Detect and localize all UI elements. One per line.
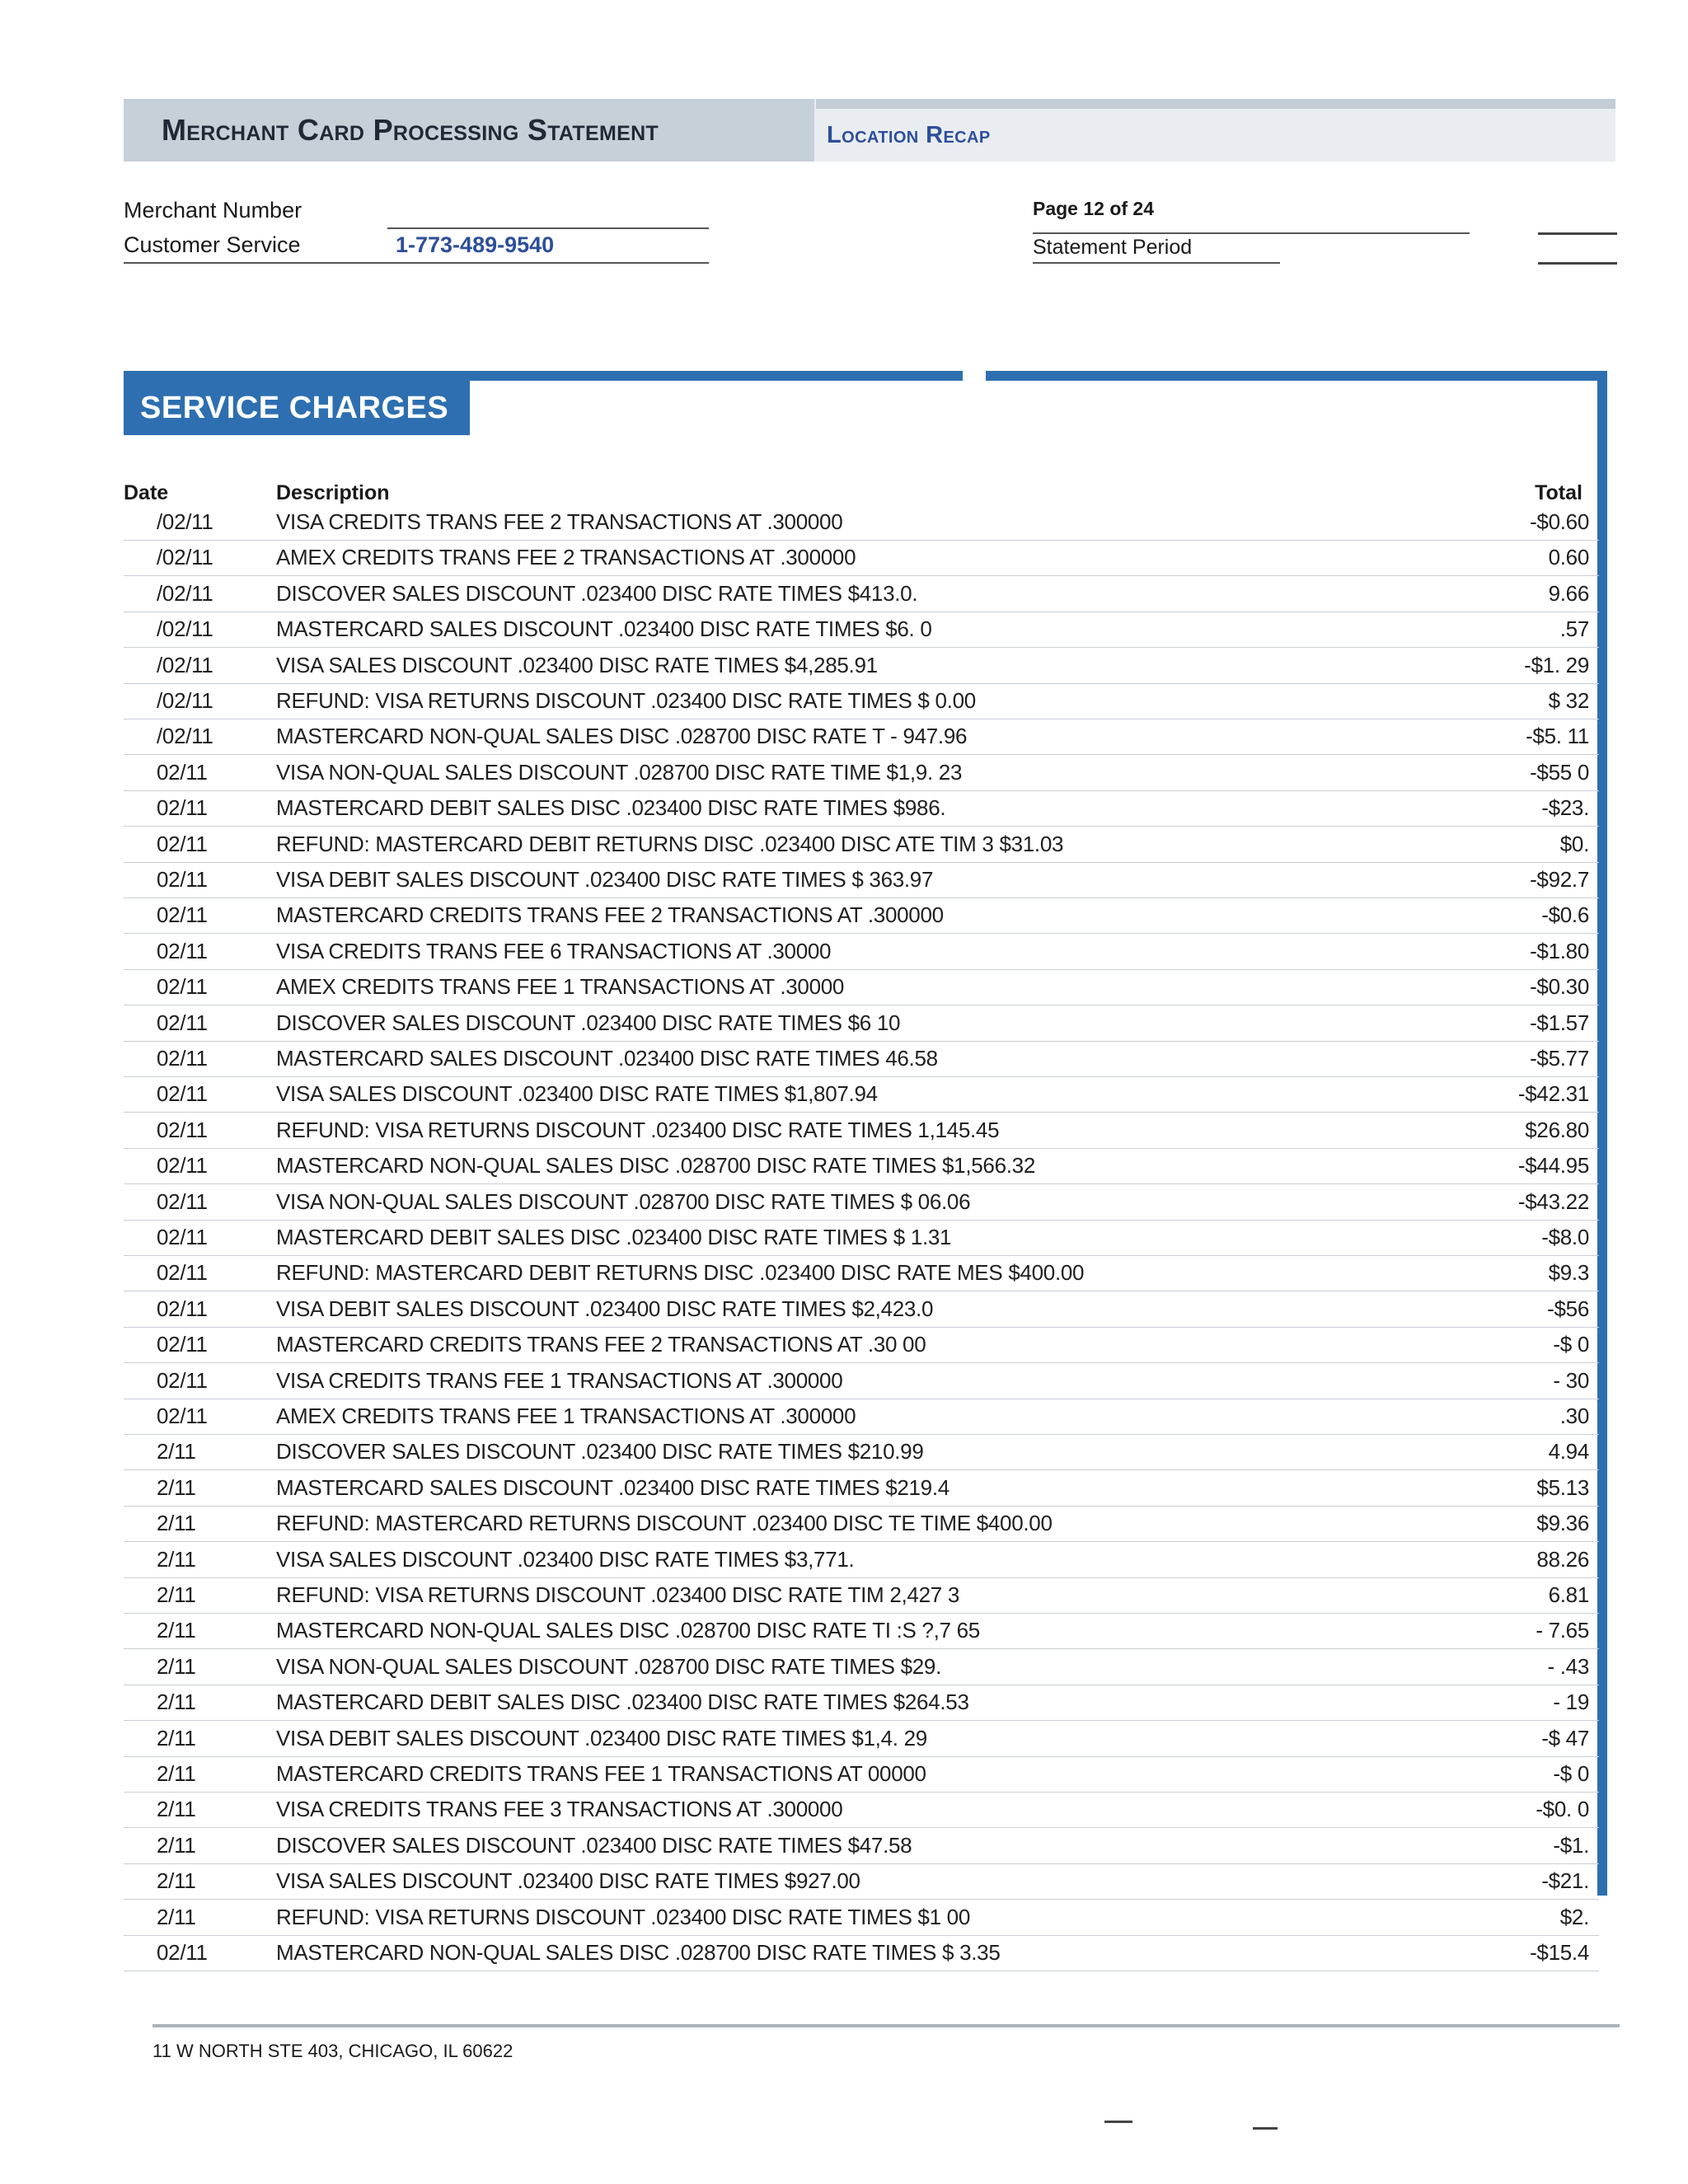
row-date: 02/11 (157, 1117, 208, 1142)
row-description: REFUND: VISA RETURNS DISCOUNT .023400 DISC RATE TIMES $ 0.00 (276, 688, 976, 713)
row-date: 2/11 (157, 1868, 196, 1894)
row-date: /02/11 (157, 545, 213, 570)
row-total: - 7.65 (1536, 1618, 1589, 1643)
row-date: 2/11 (157, 1474, 196, 1500)
row-total: $9.3 (1548, 1260, 1589, 1286)
row-description: VISA SALES DISCOUNT .023400 DISC RATE TIMES $1,807.94 (276, 1081, 878, 1107)
row-date: /02/11 (157, 652, 213, 677)
row-date: 02/11 (157, 1010, 208, 1035)
table-row (124, 1076, 1599, 1113)
row-total: -$0.60 (1530, 509, 1589, 534)
row-description: REFUND: MASTERCARD RETURNS DISCOUNT .023400 DISC TE TIME $400.00 (276, 1511, 1053, 1536)
row-total: -$1. 29 (1524, 652, 1589, 677)
row-date: 02/11 (157, 795, 208, 821)
customer-service-label: Customer Service (124, 232, 301, 257)
table-row (124, 1900, 1599, 1936)
row-description: MASTERCARD CREDITS TRANS FEE 2 TRANSACTIONS AT .30 00 (276, 1332, 926, 1357)
row-date: 2/11 (157, 1690, 196, 1715)
row-date: 02/11 (157, 1367, 208, 1393)
row-description: MASTERCARD NON-QUAL SALES DISC .028700 DISC RATE T - 947.96 (276, 724, 968, 749)
edge-mark (1538, 232, 1617, 235)
row-total: -$42.31 (1517, 1081, 1589, 1107)
row-total: -$44.95 (1517, 1153, 1589, 1179)
row-total: -$ 0 (1553, 1761, 1589, 1786)
row-date: 02/11 (157, 1940, 208, 1965)
table-row (124, 1363, 1599, 1399)
row-description: VISA SALES DISCOUNT .023400 DISC RATE TIMES $3,771. (276, 1546, 855, 1572)
row-date: /02/11 (157, 724, 213, 749)
row-date: 2/11 (157, 1546, 196, 1572)
row-date: 02/11 (157, 759, 208, 785)
table-row (124, 1255, 1599, 1291)
row-date: 02/11 (157, 1260, 208, 1286)
row-total: - 19 (1553, 1690, 1589, 1715)
table-row (124, 1434, 1599, 1470)
row-description: MASTERCARD SALES DISCOUNT .023400 DISC RATE TIMES 46.58 (276, 1046, 938, 1071)
customer-service-phone: 1-773-489-9540 (396, 232, 555, 257)
row-date: 02/11 (157, 1296, 208, 1321)
row-total: $5.13 (1536, 1474, 1589, 1500)
table-row (124, 1935, 1599, 1971)
table-row (124, 1005, 1599, 1042)
customer-service-underline (124, 262, 709, 264)
row-total: 6.81 (1548, 1582, 1589, 1607)
row-date: /02/11 (157, 616, 213, 642)
section-frame-top (124, 371, 1607, 381)
row-date: 02/11 (157, 974, 208, 1000)
row-description: VISA CREDITS TRANS FEE 3 TRANSACTIONS AT .300000 (276, 1797, 843, 1822)
row-date: 02/11 (157, 902, 208, 928)
merchant-address: 11 W NORTH STE 403, CHICAGO, IL 60622 (152, 2041, 513, 2061)
row-date: 02/11 (157, 1153, 208, 1179)
row-description: VISA CREDITS TRANS FEE 2 TRANSACTIONS AT .300000 (276, 509, 843, 534)
row-description: AMEX CREDITS TRANS FEE 1 TRANSACTIONS AT .30000 (276, 974, 845, 1000)
row-description: VISA DEBIT SALES DISCOUNT .023400 DISC RATE TIMES $2,423.0 (276, 1296, 934, 1321)
row-description: DISCOVER SALES DISCOUNT .023400 DISC RATE TIMES $210.99 (276, 1439, 924, 1465)
row-date: 2/11 (157, 1904, 196, 1929)
table-row (124, 1649, 1599, 1685)
header-top-rule (816, 99, 1615, 109)
row-total: .30 (1559, 1404, 1589, 1428)
table-row (124, 1470, 1599, 1507)
table-row (124, 1184, 1599, 1221)
row-description: VISA NON-QUAL SALES DISCOUNT .028700 DISC RATE TIMES $29. (276, 1653, 942, 1679)
page-underline (1033, 232, 1470, 234)
table-row (124, 934, 1599, 970)
table-row (124, 1220, 1599, 1256)
row-total: -$0. 0 (1536, 1797, 1589, 1822)
row-description: AMEX CREDITS TRANS FEE 2 TRANSACTIONS AT .300000 (276, 545, 856, 570)
row-description: MASTERCARD DEBIT SALES DISC .023400 DISC RATE TIMES $264.53 (276, 1690, 969, 1715)
row-description: DISCOVER SALES DISCOUNT .023400 DISC RATE TIMES $413.0. (276, 580, 918, 606)
row-date: 02/11 (157, 1188, 208, 1214)
table-row (124, 648, 1599, 684)
row-description: REFUND: VISA RETURNS DISCOUNT .023400 DISC RATE TIMES 1,145.45 (276, 1117, 1000, 1142)
page-number: Page 12 of 24 (1033, 198, 1155, 219)
table-row (124, 1577, 1599, 1614)
row-description: REFUND: VISA RETURNS DISCOUNT .023400 DISC RATE TIMES $1 00 (276, 1904, 970, 1929)
row-total: -$43.22 (1517, 1188, 1589, 1214)
table-row (124, 1506, 1599, 1542)
row-total: -$21. (1541, 1868, 1589, 1894)
row-total: 4.94 (1548, 1439, 1589, 1465)
table-row (124, 862, 1599, 898)
table-row (124, 576, 1599, 612)
statement-period-underline (1033, 262, 1280, 264)
row-description: VISA NON-QUAL SALES DISCOUNT .028700 DISC RATE TIME $1,9. 23 (276, 759, 963, 785)
row-date: 2/11 (157, 1439, 196, 1465)
row-description: MASTERCARD CREDITS TRANS FEE 2 TRANSACTIONS AT .300000 (276, 902, 944, 928)
row-date: 2/11 (157, 1653, 196, 1679)
row-total: $9.36 (1536, 1511, 1589, 1536)
row-total: .57 (1559, 616, 1589, 642)
column-header-description: Description (276, 481, 390, 504)
row-total: -$0.6 (1541, 902, 1589, 928)
table-row (124, 1721, 1599, 1757)
row-total: - .43 (1547, 1653, 1589, 1679)
row-total: -$8.0 (1541, 1225, 1589, 1249)
row-date: 02/11 (157, 867, 208, 892)
row-date: 2/11 (157, 1832, 196, 1858)
row-total: -$23. (1541, 795, 1589, 821)
row-description: MASTERCARD CREDITS TRANS FEE 1 TRANSACTIONS AT 00000 (276, 1761, 926, 1786)
row-description: DISCOVER SALES DISCOUNT .023400 DISC RATE TIMES $47.58 (276, 1832, 912, 1858)
row-description: MASTERCARD NON-QUAL SALES DISC .028700 DISC RATE TI :S ?,7 65 (276, 1618, 980, 1643)
table-row (124, 504, 1599, 541)
row-description: VISA SALES DISCOUNT .023400 DISC RATE TIMES $4,285.91 (276, 652, 878, 677)
row-total: -$15.4 (1530, 1940, 1589, 1965)
row-total: 0.60 (1548, 545, 1589, 570)
row-total: -$ 0 (1553, 1332, 1589, 1357)
table-row (124, 719, 1599, 755)
row-total: -$5. 11 (1526, 724, 1589, 749)
row-description: VISA CREDITS TRANS FEE 1 TRANSACTIONS AT .300000 (276, 1367, 843, 1393)
row-description: MASTERCARD SALES DISCOUNT .023400 DISC RATE TIMES $6. 0 (276, 616, 932, 642)
row-date: 2/11 (157, 1725, 196, 1750)
row-total: -$55 0 (1530, 759, 1589, 785)
table-row (124, 827, 1599, 863)
edge-mark (1104, 2121, 1132, 2123)
statement-title: Merchant Card Processing Statement (162, 113, 659, 147)
row-total: -$1. (1553, 1832, 1589, 1858)
edge-mark (1253, 2127, 1278, 2130)
row-total: $26.80 (1525, 1117, 1589, 1142)
row-description: REFUND: MASTERCARD DEBIT RETURNS DISC .023400 DISC RATE MES $400.00 (276, 1260, 1085, 1286)
service-charges-title: SERVICE CHARGES (140, 390, 449, 425)
row-description: VISA NON-QUAL SALES DISCOUNT .028700 DISC RATE TIMES $ 06.06 (276, 1188, 971, 1214)
row-description: DISCOVER SALES DISCOUNT .023400 DISC RATE TIMES $6 10 (276, 1010, 901, 1035)
row-description: VISA DEBIT SALES DISCOUNT .023400 DISC RATE TIMES $1,4. 29 (276, 1725, 927, 1750)
service-charges-header (124, 381, 470, 435)
row-total: - 30 (1553, 1367, 1589, 1393)
table-row (124, 1542, 1599, 1578)
row-date: 2/11 (157, 1761, 196, 1786)
frame-gap (963, 368, 986, 384)
table-row (124, 1291, 1599, 1328)
table-row (124, 1828, 1599, 1864)
statement-period-label: Statement Period (1033, 236, 1193, 259)
row-total: $0. (1559, 831, 1589, 856)
row-date: 02/11 (157, 1081, 208, 1107)
row-date: /02/11 (157, 509, 213, 534)
table-row (124, 969, 1599, 1005)
row-description: VISA DEBIT SALES DISCOUNT .023400 DISC RATE TIMES $ 363.97 (276, 867, 934, 892)
table-row (124, 1399, 1599, 1435)
row-description: REFUND: VISA RETURNS DISCOUNT .023400 DISC RATE TIM 2,427 3 (276, 1582, 959, 1607)
table-row (124, 1041, 1599, 1077)
row-date: 02/11 (157, 831, 208, 856)
table-row (124, 1327, 1599, 1363)
row-date: 02/11 (157, 1332, 208, 1357)
row-date: 2/11 (157, 1511, 196, 1536)
row-date: 02/11 (157, 1046, 208, 1071)
row-total: -$56 (1547, 1296, 1589, 1321)
table-row (124, 1613, 1599, 1649)
table-row (124, 898, 1599, 934)
location-recap-label: Location Recap (827, 122, 991, 148)
row-description: MASTERCARD NON-QUAL SALES DISC .028700 DISC RATE TIMES $ 3.35 (276, 1940, 1001, 1965)
row-total: -$1.57 (1530, 1010, 1589, 1035)
table-row (124, 755, 1599, 791)
row-description: REFUND: MASTERCARD DEBIT RETURNS DISC .023400 DISC ATE TIM 3 $31.03 (276, 831, 1064, 856)
table-row (124, 1685, 1599, 1721)
row-description: AMEX CREDITS TRANS FEE 1 TRANSACTIONS AT .300000 (276, 1404, 856, 1428)
table-row (124, 683, 1599, 719)
merchant-number-underline (387, 227, 709, 229)
table-row (124, 1863, 1599, 1900)
row-description: VISA CREDITS TRANS FEE 6 TRANSACTIONS AT .30000 (276, 938, 832, 963)
row-date: /02/11 (157, 580, 213, 606)
row-description: MASTERCARD NON-QUAL SALES DISC .028700 DISC RATE TIMES $1,566.32 (276, 1153, 1035, 1179)
table-row (124, 540, 1599, 576)
row-date: 02/11 (157, 1225, 208, 1249)
merchant-number-label: Merchant Number (124, 198, 302, 223)
table-row (124, 790, 1599, 827)
table-row (124, 1113, 1599, 1149)
row-total: -$1.80 (1530, 938, 1589, 963)
row-description: MASTERCARD SALES DISCOUNT .023400 DISC RATE TIMES $219.4 (276, 1474, 950, 1500)
row-total: -$ 47 (1541, 1725, 1589, 1750)
row-total: -$0.30 (1530, 974, 1589, 1000)
row-date: 2/11 (157, 1582, 196, 1607)
table-row (124, 1148, 1599, 1184)
row-total: -$92.7 (1530, 867, 1589, 892)
edge-mark (1538, 262, 1617, 265)
column-header-date: Date (124, 481, 169, 504)
row-description: VISA SALES DISCOUNT .023400 DISC RATE TIMES $927.00 (276, 1868, 860, 1894)
row-date: 2/11 (157, 1797, 196, 1822)
row-total: $2. (1559, 1904, 1589, 1929)
row-description: MASTERCARD DEBIT SALES DISC .023400 DISC RATE TIMES $ 1.31 (276, 1225, 952, 1249)
table-row (124, 1756, 1599, 1793)
row-description: MASTERCARD DEBIT SALES DISC .023400 DISC RATE TIMES $986. (276, 795, 946, 821)
footer-rule (152, 2024, 1620, 2027)
header-title-box (124, 99, 814, 162)
table-row (124, 1792, 1599, 1828)
row-date: 02/11 (157, 1404, 208, 1428)
table-row (124, 612, 1599, 648)
row-date: 2/11 (157, 1618, 196, 1643)
row-total: 9.66 (1548, 580, 1589, 606)
row-date: 02/11 (157, 938, 208, 963)
row-total: $ 32 (1548, 688, 1589, 713)
row-date: /02/11 (157, 688, 213, 713)
column-header-total: Total (1535, 481, 1582, 504)
row-total: 88.26 (1536, 1546, 1589, 1572)
row-total: -$5.77 (1530, 1046, 1589, 1071)
